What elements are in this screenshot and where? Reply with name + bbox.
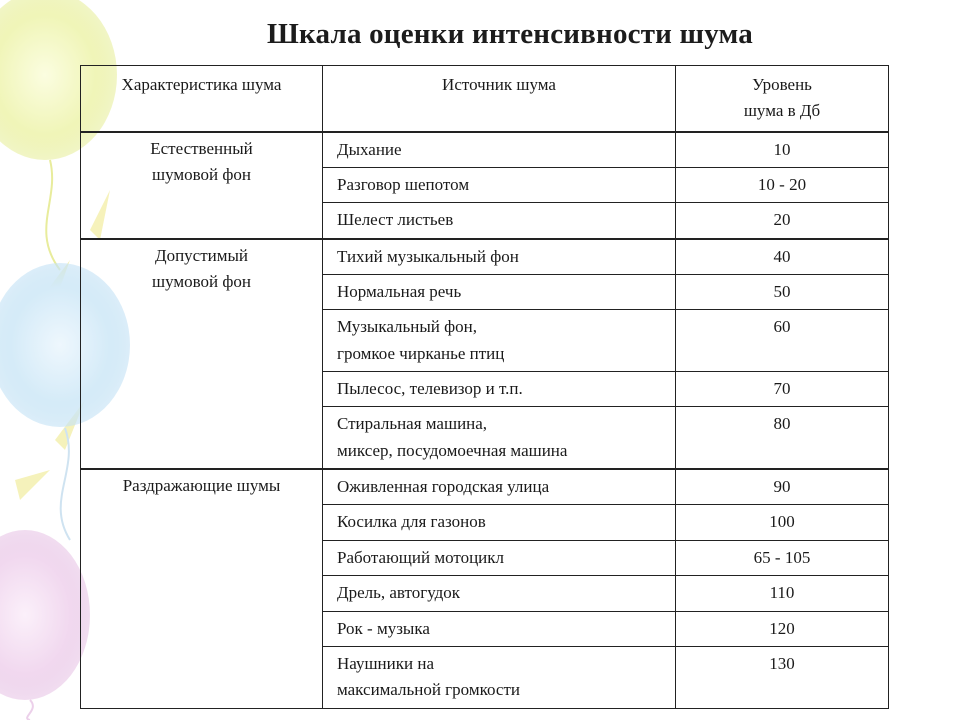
source-cell [323,239,676,275]
level-cell: 50 [676,275,889,310]
level-cell: 120 [676,611,889,646]
source-cell [323,168,676,203]
source-cell [323,372,676,407]
source-cell [323,132,676,168]
source-line1: Наушники на [337,653,434,673]
source-line1: Разговор шепотом [337,175,470,195]
source-line1: Нормальная речь [337,282,462,302]
source-line1: Пылесос, телевизор и т.п. [337,379,523,399]
level-cell: 40 [676,239,889,275]
source-line1: Музыкальный фон, [337,317,477,337]
table-header-row [81,66,889,132]
table-row [81,469,889,505]
source-line1: Шелест листьев [337,210,454,230]
level-cell: 70 [676,372,889,407]
table-row [81,239,889,275]
table-row [81,132,889,168]
source-line1: Косилка для газонов [337,512,486,532]
source-cell [323,540,676,575]
category-line1: Допустимый [154,245,249,265]
source-line1: Рок - музыка [337,618,430,638]
source-line1: Дрель, автогудок [337,583,461,603]
source-line1: Оживленная городская улица [337,477,550,497]
category-cell [81,239,323,469]
source-cell [323,469,676,505]
category-line2: шумовой фон [152,165,251,185]
header-level-line1: Уровень [752,75,812,94]
source-cell [323,310,676,372]
source-cell [323,203,676,239]
table-group [81,239,889,469]
source-line1: Тихий музыкальный фон [337,246,519,266]
level-cell: 130 [676,646,889,708]
level-cell: 100 [676,505,889,540]
source-cell [323,275,676,310]
header-level-line2: шума в Дб [743,101,821,121]
source-line1: Стиральная машина, [337,414,488,434]
source-line2: максимальной громкости [337,680,520,700]
source-line2: миксер, посудомоечная машина [337,440,568,460]
source-line2: громкое чирканье птиц [337,343,505,363]
category-line1: Естественный [150,138,253,158]
category-cell [81,132,323,239]
header-source: Источник шума [323,66,676,132]
balloon-pink [0,530,90,700]
page-title: Шкала оценки интенсивности шума [267,18,753,50]
level-cell: 60 [676,310,889,372]
level-cell: 10 - 20 [676,168,889,203]
source-line1: Дыхание [337,139,402,159]
level-cell: 65 - 105 [676,540,889,575]
noise-scale-table [80,65,889,709]
category-line2: шумовой фон [152,272,251,292]
level-cell: 110 [676,576,889,611]
source-cell [323,576,676,611]
level-cell: 10 [676,132,889,168]
category-line1: Раздражающие шумы [122,476,281,496]
source-cell [323,505,676,540]
source-cell [323,646,676,708]
source-line1: Работающий мотоцикл [337,547,505,567]
source-cell [323,611,676,646]
header-characteristic: Характеристика шума [81,66,323,132]
source-cell [323,407,676,469]
table-group [81,469,889,708]
level-cell: 20 [676,203,889,239]
level-cell: 80 [676,407,889,469]
header-level [676,66,889,132]
table-group [81,132,889,239]
category-cell [81,469,323,708]
level-cell: 90 [676,469,889,505]
